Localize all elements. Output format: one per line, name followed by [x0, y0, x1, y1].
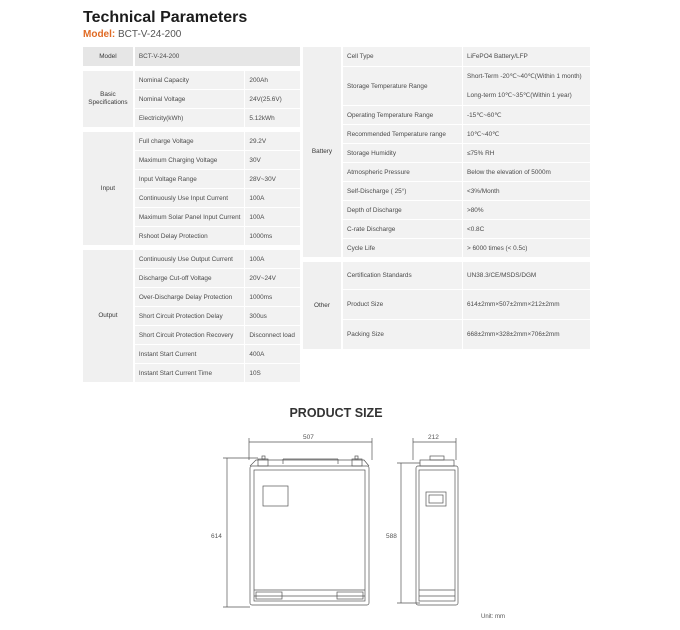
spec-value: 614±2mm×507±2mm×212±2mm [462, 290, 590, 320]
spec-label: Maximum Charging Voltage [135, 151, 245, 170]
spec-label: Maximum Solar Panel Input Current [135, 208, 245, 227]
battery-side-view [416, 456, 458, 605]
battery-front-view [250, 456, 369, 605]
spec-label: Operating Temperature Range [343, 106, 462, 125]
spec-value: >80% [462, 201, 590, 220]
spec-value: 100A [244, 246, 300, 269]
product-size-title: PRODUCT SIZE [289, 406, 383, 420]
spec-label: Certification Standards [343, 258, 462, 290]
spec-label: Recommended Temperature range [343, 125, 462, 144]
spec-value: LiFePO4 Battery/LFP [462, 47, 590, 67]
spec-value: <3%/Month [462, 182, 590, 201]
spec-value-line: Long-term 10℃~35℃(Within 1 year) [467, 92, 572, 99]
spec-label: Continuously Use Input Current [135, 189, 245, 208]
spec-label: Discharge Cut-off Voltage [135, 269, 245, 288]
spec-value: 29.2V [244, 128, 300, 151]
category-other: Other [303, 258, 343, 350]
spec-value: 24V(25.6V) [244, 90, 300, 109]
spec-label: Self-Discharge ( 25°) [343, 182, 462, 201]
side-width-label: 212 [428, 434, 439, 441]
spec-value: > 6000 times (< 0.5c) [462, 239, 590, 258]
spec-value: 1000ms [244, 227, 300, 246]
spec-value: 10℃~40℃ [462, 125, 590, 144]
spec-label: Short Circuit Protection Delay [135, 307, 245, 326]
page-title: Technical Parameters [83, 9, 248, 26]
spec-value-line: Short-Term -20℃~40℃(Within 1 month) [467, 73, 582, 80]
spec-value: 20V~24V [244, 269, 300, 288]
spec-label: C-rate Discharge [343, 220, 462, 239]
category-input: Input [83, 128, 135, 246]
spec-label: Nominal Capacity [135, 67, 245, 90]
spec-label: Over-Discharge Delay Protection [135, 288, 245, 307]
model-row-label: Model [83, 47, 135, 67]
spec-label: Continuously Use Output Current [135, 246, 245, 269]
model-row-value: BCT-V-24-200 [135, 47, 300, 67]
spec-value: 100A [244, 208, 300, 227]
front-height-label: 614 [211, 533, 222, 540]
spec-value: 5.12kWh [244, 109, 300, 128]
model-value: BCT-V-24-200 [118, 29, 182, 40]
spec-label: Cycle Life [343, 239, 462, 258]
spec-value: 668±2mm×328±2mm×706±2mm [462, 320, 590, 350]
spec-label: Storage Temperature Range [343, 67, 462, 106]
spec-value: 10S [244, 364, 300, 383]
spec-label: Cell Type [343, 47, 462, 67]
model-label: Model: [83, 29, 116, 40]
spec-label: Electricity(kWh) [135, 109, 245, 128]
side-height-label: 588 [386, 533, 397, 540]
spec-label: Rshoot Delay Protection [135, 227, 245, 246]
spec-label: Storage Humidity [343, 144, 462, 163]
spec-label: Instant Start Current Time [135, 364, 245, 383]
spec-label: Packing Size [343, 320, 462, 350]
category-basic-specifications: Basic Specifications [83, 67, 135, 128]
unit-label: Unit: mm [481, 614, 505, 620]
spec-value: Below the elevation of 5000m [462, 163, 590, 182]
spec-value: <0.8C [462, 220, 590, 239]
spec-label: Input Voltage Range [135, 170, 245, 189]
spec-value: 1000ms [244, 288, 300, 307]
front-width-label: 507 [303, 434, 314, 441]
spec-value: ≤75% RH [462, 144, 590, 163]
spec-value: 100A [244, 189, 300, 208]
spec-label: Nominal Voltage [135, 90, 245, 109]
spec-label: Full charge Voltage [135, 128, 245, 151]
category-output: Output [83, 246, 135, 383]
spec-value: UN38.3/CE/MSDS/DGM [462, 258, 590, 290]
spec-label: Short Circuit Protection Recovery [135, 326, 245, 345]
spec-value: Disconnect load [244, 326, 300, 345]
spec-value: 300us [244, 307, 300, 326]
spec-value: 200Ah [244, 67, 300, 90]
spec-value: 400A [244, 345, 300, 364]
spec-label: Depth of Discharge [343, 201, 462, 220]
spec-label: Atmospheric Pressure [343, 163, 462, 182]
spec-value: 28V~30V [244, 170, 300, 189]
spec-label: Product Size [343, 290, 462, 320]
category-battery: Battery [303, 47, 343, 258]
spec-label: Instant Start Current [135, 345, 245, 364]
spec-value: -15℃~60℃ [462, 106, 590, 125]
spec-value: 30V [244, 151, 300, 170]
